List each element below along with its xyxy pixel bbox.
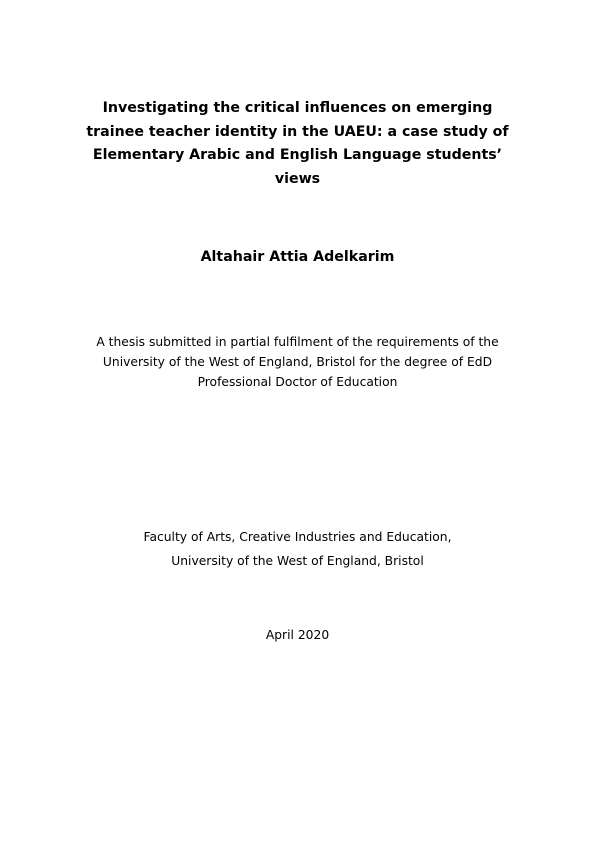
faculty-affiliation [0, 525, 595, 573]
submission-statement-line: University of the West of England, Bristol for the degree of EdD [102, 355, 493, 369]
thesis-title-line: Elementary Arabic and English Language students’ [92, 147, 503, 163]
author-name: Altahair Attia Adelkarim [200, 249, 395, 265]
submission-statement [0, 332, 595, 392]
university-line: University of the West of England, Bristol [171, 554, 424, 568]
thesis-title-line: views [274, 170, 321, 187]
thesis-title-line: Investigating the critical influences on emerging [102, 100, 493, 116]
submission-statement-line: Professional Doctor of Education [197, 375, 398, 389]
faculty-line: Faculty of Arts, Creative Industries and Education, [143, 530, 452, 544]
thesis-title [0, 97, 595, 191]
submission-statement-line: A thesis submitted in partial fulfilment of the requirements of the [96, 335, 499, 349]
thesis-title-line: trainee teacher identity in the UAEU: a case study of [86, 123, 509, 140]
submission-date: April 2020 [265, 628, 330, 642]
